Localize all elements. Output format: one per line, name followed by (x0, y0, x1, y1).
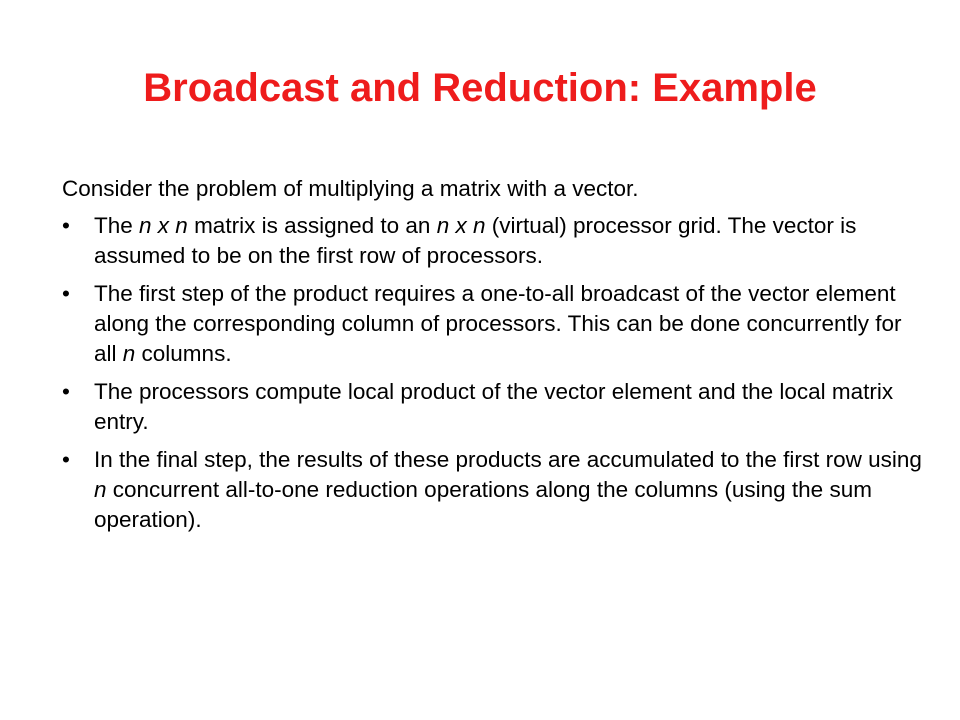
text-segment-italic: n (122, 341, 136, 366)
bullet-item (62, 377, 922, 437)
bullet-icon: • (62, 379, 70, 404)
text-segment-italic: n (94, 477, 107, 502)
slide-body (62, 174, 922, 543)
text-segment: In the final step, the results of these products are accumulated to the first row using (94, 447, 922, 472)
bullet-icon: • (62, 447, 70, 472)
text-segment: matrix is assigned to an (187, 213, 437, 238)
bullet-item (62, 211, 922, 271)
bullet-text (94, 213, 856, 268)
text-segment: The first step of the product requires a one-to-all broadcast of the vector element along the corresponding column of processors. This can be done concurrently for all (94, 281, 902, 366)
bullet-text (94, 379, 893, 434)
bullet-text (94, 447, 922, 532)
text-segment-italic: n x n (139, 213, 188, 238)
text-segment: The (94, 213, 140, 238)
intro-text: Consider the problem of multiplying a matrix with a vector. (62, 176, 639, 201)
bullet-icon: • (62, 213, 70, 238)
bullet-item (62, 445, 922, 535)
text-segment: (virtual) processor grid. The vector is assumed to be on the first row of processors. (94, 213, 857, 268)
bullet-item (62, 279, 922, 369)
bullet-icon: • (62, 281, 70, 306)
text-segment: concurrent all-to-one reduction operations along the columns (using the sum operation). (94, 477, 872, 532)
text-segment-italic: n x n (436, 213, 486, 238)
slide-title: Broadcast and Reduction: Example (143, 66, 817, 110)
text-segment: The processors compute local product of the vector element and the local matrix entry. (94, 379, 894, 434)
bullet-list (62, 211, 922, 535)
bullet-text (94, 281, 902, 366)
text-segment: columns. (135, 341, 232, 366)
